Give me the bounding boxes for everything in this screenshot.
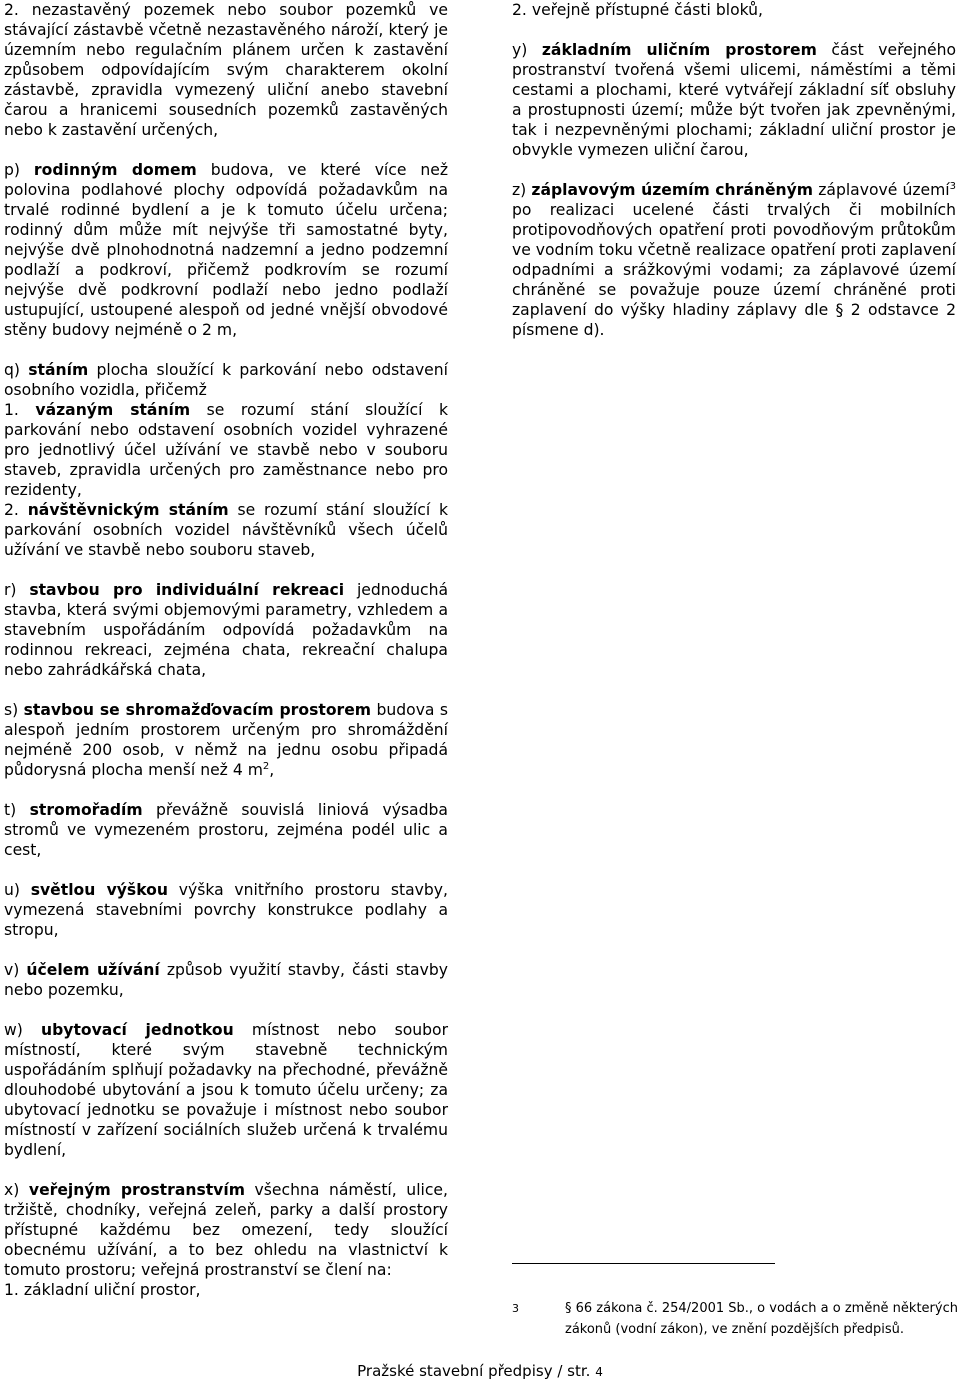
definition-p (4, 160, 448, 340)
superscript: 2 (262, 760, 270, 772)
definition-z (512, 180, 956, 340)
item-text-end: , (269, 761, 275, 779)
footnote-text: § 66 zákona č. 254/2001 Sb., o vodách a o změně některých zákonů (vodní zákon), ve znění pozdějších předpisů. (565, 1301, 958, 1337)
definition-s (4, 700, 448, 780)
definition-r (4, 580, 448, 680)
item-term: základním uličním prostorem (541, 41, 817, 59)
item-prefix: s) (4, 701, 19, 719)
definition-y (512, 40, 956, 160)
sub-term: návštěvnickým stáním (27, 501, 229, 519)
item-term: stavbou pro individuální rekreaci (29, 581, 345, 599)
item-prefix: z) (512, 181, 527, 199)
item-text: výška vnitřního prostoru stavby, vymezená stavebními povrchy konstrukce podlahy a stropu, (4, 881, 448, 939)
definition-t (4, 800, 448, 860)
item-prefix: x) (4, 1181, 20, 1199)
item-text: záplavové území (818, 181, 950, 199)
item-prefix: p) (4, 161, 20, 179)
item-term: stáním (28, 361, 89, 379)
item-prefix: q) (4, 361, 20, 379)
item-prefix: y) (512, 41, 528, 59)
item-term: stromořadím (29, 801, 143, 819)
item-text: všechna náměstí, ulice, tržiště, chodníky, veřejná zeleň, parky a další prostory přístupné každému bez omezení, tedy sloužící obecnému užívání, a to bez ohledu na vlastnictví k tomuto prostoru; veřejná prostranství se člení na: (4, 1181, 448, 1279)
sub-number: 2. (4, 501, 19, 519)
item-n-continuation: 2. nezastavěný pozemek nebo soubor pozemků ve stávající zástavbě včetně nezastavěného nároží, který je územním nebo regulačním plánem určen k zastavění způsobem odpovídajícím svým charakterem okolní zástavbě, zpravidla vymezený uliční anebo stavební čarou a hranicemi sousedních pozemků zastavěných nebo k zastavění určených, (4, 1, 448, 139)
page-number: 4 (595, 1365, 603, 1379)
footnote-number: 3 (512, 1302, 519, 1315)
item-text: budova, ve které více než polovina podlahové plochy odpovídá požadavkům na trvalé rodinné bydlení a je k tomuto účelu určena; rodinný dům může mít nejvýše tři samostatné byty, nejvýše dvě plnohodnotná nadzemní a jedno podzemní podlaží a podkroví, přičemž podkrovím se rozumí nejvýše dvě podkrovní podlaží nebo jedno podlaží ustupující, ustoupené alespoň od jedné vnější obvodové stěny budovy nejméně o 2 m, (4, 161, 449, 339)
item-text: plocha sloužící k parkování nebo odstavení osobního vozidla, přičemž (4, 361, 448, 399)
definition-v (4, 960, 448, 1000)
definition-x-sub1: 1. základní uliční prostor, (4, 1281, 201, 1299)
item-text: způsob využití stavby, části stavby nebo pozemku, (4, 961, 448, 999)
item-prefix: w) (4, 1021, 23, 1039)
item-term: účelem užívání (26, 961, 160, 979)
definition-x-sub2: 2. veřejně přístupné části bloků, (512, 1, 763, 19)
footnote-ref: 3 (949, 180, 957, 192)
item-text: budova s alespoň jedním prostorem určeným pro shromáždění nejméně 200 osob, v němž na jednu osobu připadá půdorysná plocha menší než 4 m (4, 701, 448, 779)
definition-q-sub2 (4, 500, 448, 560)
definition-w (4, 1020, 448, 1160)
item-text: část veřejného prostranství tvořená všemi ulicemi, náměstími a těmi cestami a plochami, které vytvářejí základní síť obsluhy a prostupnosti území; může být tvořen jak zpevněnými, tak i nezpevněnými plochami; základní uliční prostor je obvykle vymezen uliční čarou, (512, 41, 956, 159)
item-term: ubytovací jednotkou (41, 1021, 234, 1039)
item-prefix: v) (4, 961, 20, 979)
item-prefix: u) (4, 881, 20, 899)
sub-text: se rozumí stání sloužící k parkování osobních vozidel návštěvníků všech účelů užívání ve stavbě nebo souboru staveb, (4, 501, 448, 559)
footer-label: Pražské stavební předpisy / str. (357, 1362, 591, 1380)
item-prefix: r) (4, 581, 17, 599)
left-column (4, 0, 448, 1300)
item-term: rodinným domem (33, 161, 197, 179)
definition-q-sub1 (4, 400, 448, 500)
item-text: jednoduchá stavba, která svými objemovými parametry, vzhledem a stavebním uspořádáním odpovídá požadavkům na rodinnou rekreaci, zejména chata, rekreační chalupa nebo zahrádkářská chata, (4, 581, 449, 679)
sub-number: 1. (4, 401, 19, 419)
item-term: stavbou se shromažďovacím prostorem (23, 701, 372, 719)
item-prefix: t) (4, 801, 17, 819)
item-term: záplavovým územím chráněným (531, 181, 814, 199)
definition-q (4, 360, 448, 400)
item-term: světlou výškou (30, 881, 168, 899)
footnote-divider (512, 1263, 775, 1264)
sub-text: se rozumí stání sloužící k parkování nebo odstavení osobních vozidel vyhrazené pro jednotlivý účel užívání ve stavbě nebo v souboru staveb, zpravidla určených pro zaměstnance nebo pro rezidenty, (4, 401, 448, 499)
item-text: místnost nebo soubor místností, které svým stavebně technickým uspořádáním splňují požadavky na přechodné, převážně dlouhodobé ubytování a jsou k tomuto účelu určeny; za ubytovací jednotku se považuje i místnost nebo soubor místností v zařízení sociálních služeb určená k trvalému bydlení, (4, 1021, 448, 1159)
item-text: převážně souvislá liniová výsadba stromů ve vymezeném prostoru, zejména podél ulic a cest, (4, 801, 448, 859)
sub-term: vázaným stáním (35, 401, 191, 419)
definition-x (4, 1180, 448, 1280)
right-column (512, 0, 956, 340)
item-term: veřejným prostranstvím (28, 1181, 245, 1199)
page-footer (0, 1361, 960, 1382)
definition-u (4, 880, 448, 940)
item-text-cont: po realizaci ucelené části trvalých či mobilních protipovodňových opatření proti povodňovým průtokům ve vodním toku včetně realizace opatření proti zaplavení odpadními a srážkovými vodami; za záplavové území chráněné se považuje pouze území chráněné proti zaplavení do výšky hladiny záplavy dle § 2 odstavce 2 písmene d). (512, 201, 956, 339)
